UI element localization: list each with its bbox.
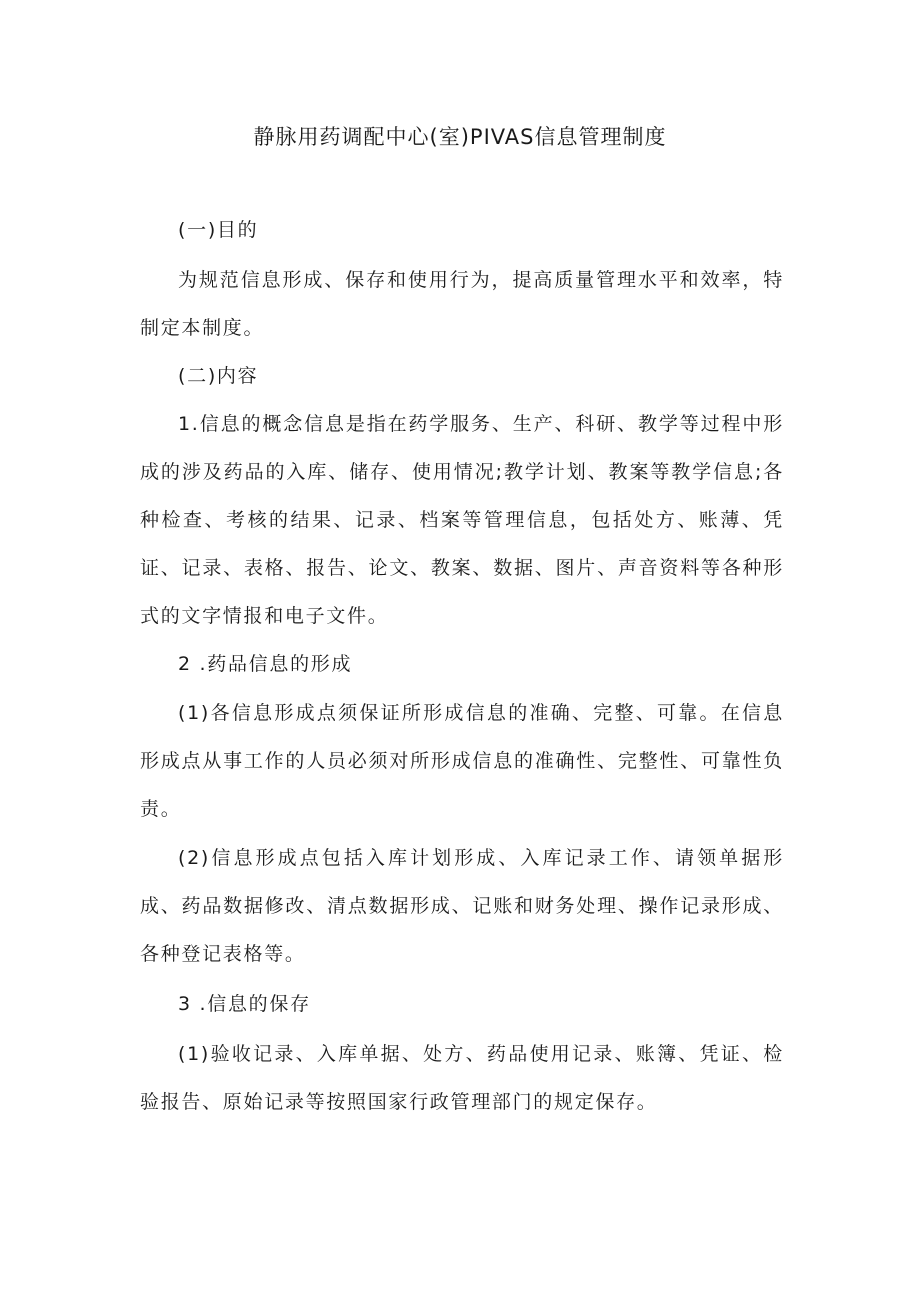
section-heading-drug-info-formation: 2 .药品信息的形成 xyxy=(178,653,353,675)
section-heading-info-storage: 3 .信息的保存 xyxy=(178,993,311,1015)
paragraph-formation-2: (2)信息形成点包括入库计划形成、入库记录工作、请领单据形成、药品数据修改、清点数据形成、记账和财务处理、操作记录形成、各种登记表格等。 xyxy=(140,847,784,965)
section-heading-content: (二)内容 xyxy=(178,365,259,387)
paragraph-purpose: 为规范信息形成、保存和使用行为，提高质量管理水平和效率，特制定本制度。 xyxy=(140,269,784,339)
paragraph-info-concept: 1.信息的概念信息是指在药学服务、生产、科研、教学等过程中形成的涉及药品的入库、储存、使用情况;教学计划、教案等教学信息;各种检查、考核的结果、记录、档案等管理信息，包括处方、账薄、凭证、记录、表格、报告、论文、教案、数据、图片、声音资料等各种形式的文字情报和电子文件。 xyxy=(140,413,784,627)
paragraph-storage-1: (1)验收记录、入库单据、处方、药品使用记录、账簿、凭证、检验报告、原始记录等按照国家行政管理部门的规定保存。 xyxy=(140,1043,784,1113)
section-heading-purpose: (一)目的 xyxy=(178,219,259,241)
document-title: 静脉用药调配中心(室)PIVAS信息管理制度 xyxy=(253,125,667,149)
paragraph-formation-1: (1)各信息形成点须保证所形成信息的准确、完整、可靠。在信息形成点从事工作的人员必须对所形成信息的准确性、完整性、可靠性负责。 xyxy=(140,702,784,820)
